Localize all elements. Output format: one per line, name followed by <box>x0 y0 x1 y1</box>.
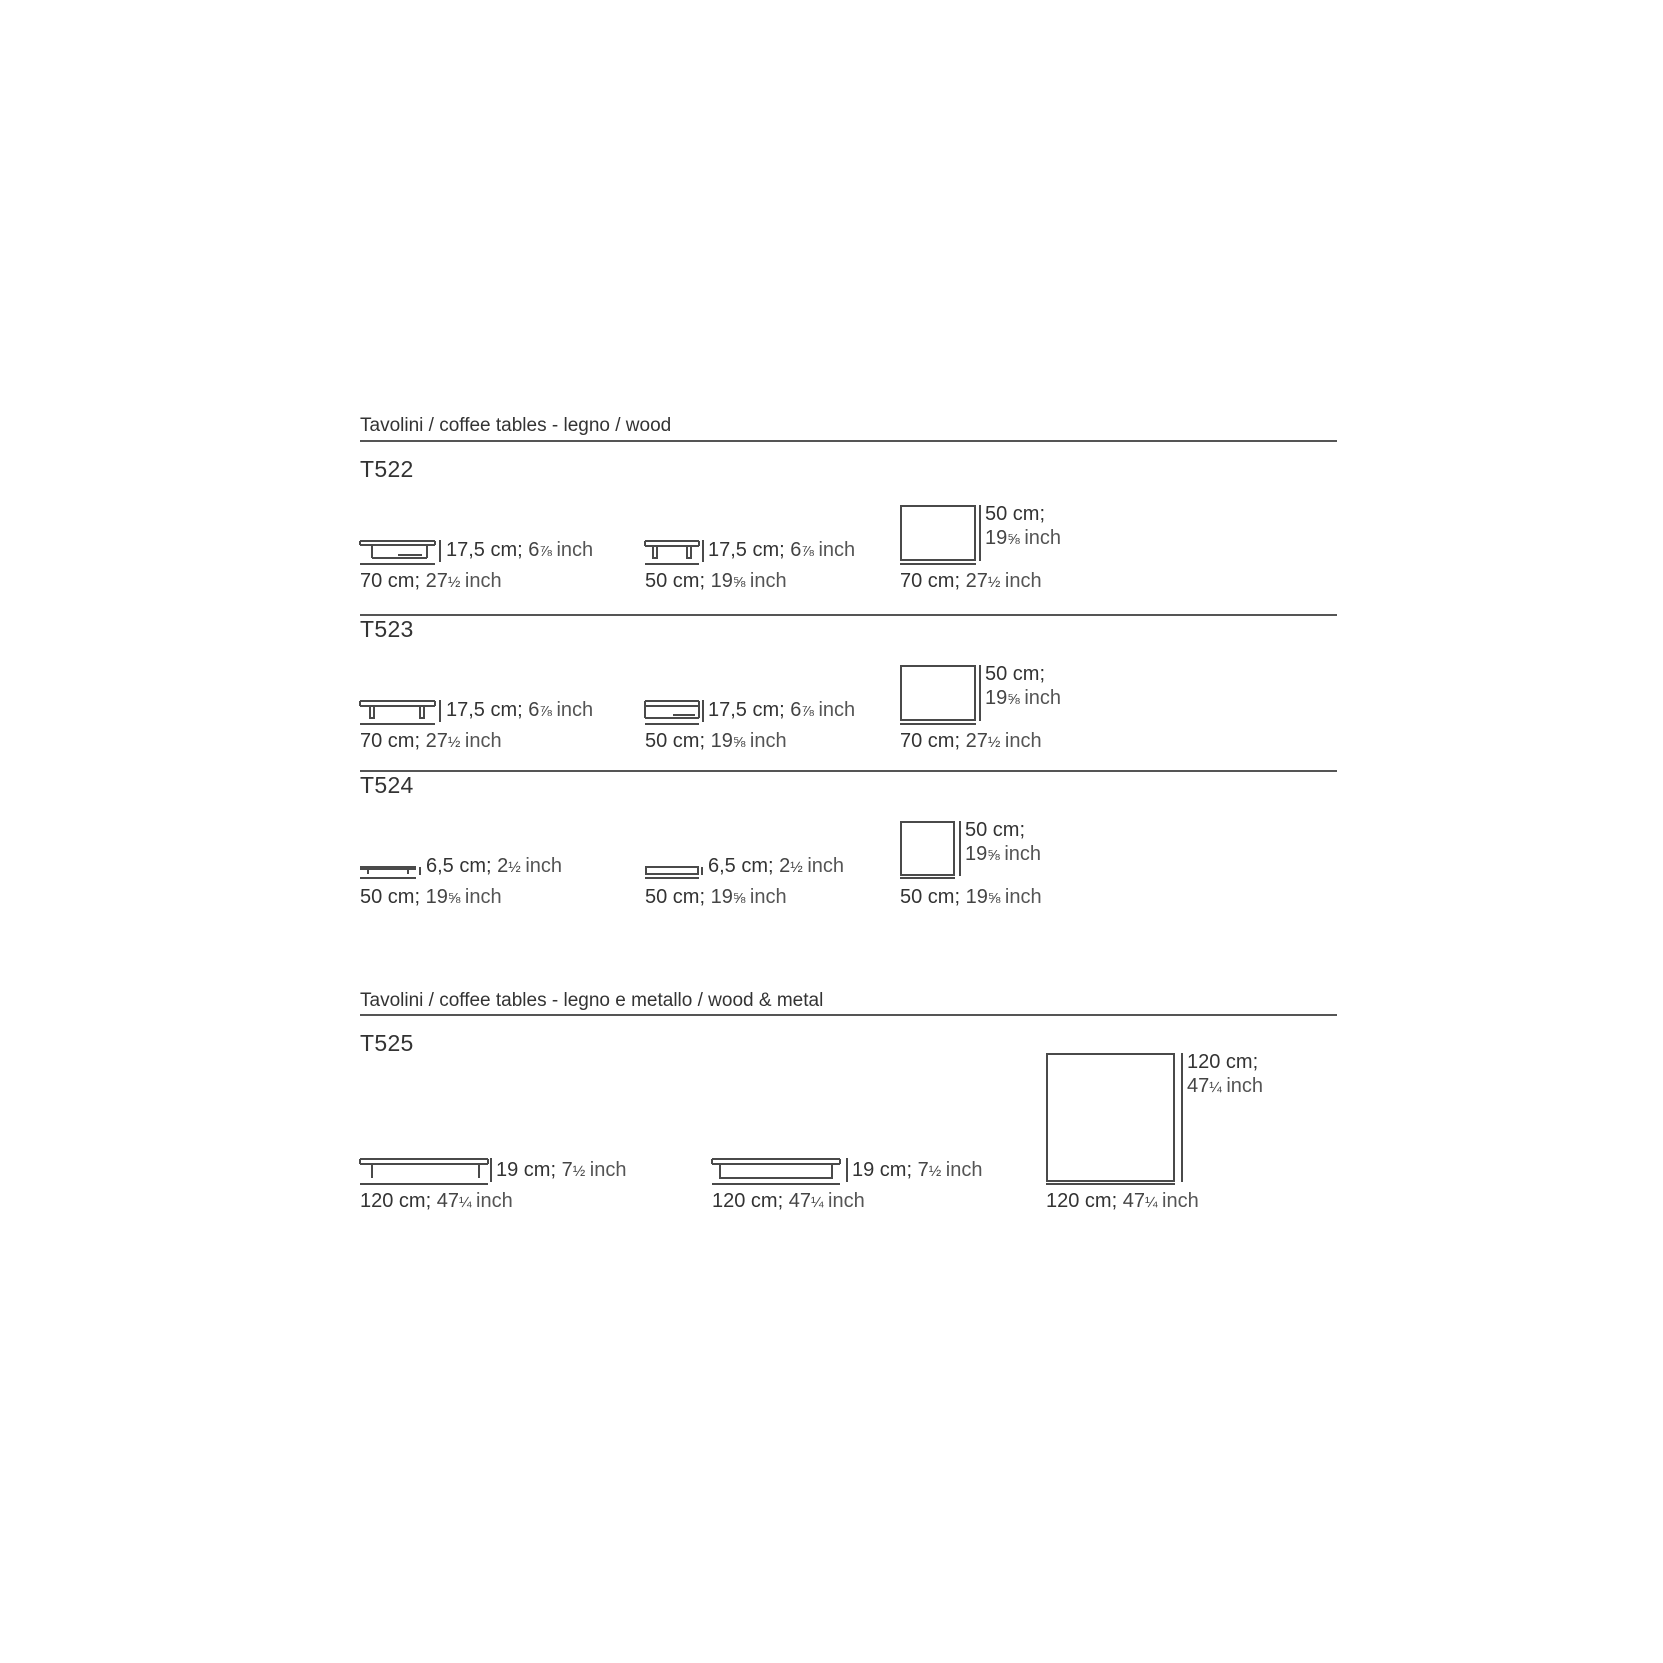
depth-dimension-line <box>959 821 963 876</box>
product-code-t524: T524 <box>360 772 414 798</box>
section-title-wood-metal: Tavolini / coffee tables - legno e metallo / wood & metal <box>360 990 824 1011</box>
height-dimension-line <box>419 867 423 875</box>
depth-dimension-line <box>1181 1053 1185 1182</box>
width-dimension-line <box>900 723 976 727</box>
large-table-front-profile-icon <box>712 1158 840 1182</box>
width-dimension-line <box>360 723 435 727</box>
width-dimension-line <box>645 723 699 727</box>
table-legs-front-profile-icon <box>645 540 699 562</box>
width-label: 120 cm; 47¼ inch <box>360 1190 513 1212</box>
depth-label: 50 cm; 19⅝ inch <box>985 503 1062 549</box>
width-label: 50 cm; 19⅝ inch <box>645 570 787 592</box>
width-label: 120 cm; 47¼ inch <box>1046 1190 1199 1212</box>
width-label: 50 cm; 19⅝ inch <box>360 886 502 908</box>
depth-label: 50 cm; 19⅝ inch <box>965 819 1042 865</box>
height-dimension-line <box>702 700 706 722</box>
depth-dimension-line <box>979 505 983 561</box>
width-dimension-line <box>360 877 416 881</box>
height-dimension-line <box>702 540 706 562</box>
height-dimension-line <box>490 1158 494 1182</box>
height-label: 6,5 cm; 2½ inch <box>708 855 845 877</box>
width-dimension-line <box>900 877 955 881</box>
width-label: 70 cm; 27½ inch <box>360 730 502 752</box>
height-dimension-line <box>439 540 443 562</box>
tray-front-profile-icon <box>645 866 699 876</box>
width-dimension-line <box>645 563 699 567</box>
width-dimension-line <box>1046 1183 1175 1187</box>
product-divider <box>360 770 1337 772</box>
width-label: 50 cm; 19⅝ inch <box>645 730 787 752</box>
tray-side-profile-icon <box>360 864 416 876</box>
product-code-t523: T523 <box>360 616 414 642</box>
width-label: 50 cm; 19⅝ inch <box>645 886 787 908</box>
width-label: 70 cm; 27½ inch <box>900 570 1042 592</box>
width-dimension-line <box>645 877 699 881</box>
depth-dimension-line <box>979 665 983 721</box>
width-dimension-line <box>900 563 976 567</box>
height-label: 17,5 cm; 6⅞ inch <box>708 699 856 721</box>
section-divider <box>360 440 1337 442</box>
height-label: 19 cm; 7½ inch <box>852 1159 983 1181</box>
product-code-t525: T525 <box>360 1030 414 1056</box>
width-dimension-line <box>360 563 435 567</box>
table-top-plan-icon <box>900 665 976 721</box>
table-top-plan-icon <box>900 505 976 561</box>
height-label: 17,5 cm; 6⅞ inch <box>708 539 856 561</box>
depth-label: 50 cm; 19⅝ inch <box>985 663 1062 709</box>
low-table-side-profile-icon <box>360 540 435 562</box>
large-table-side-profile-icon <box>360 1158 488 1182</box>
product-code-t522: T522 <box>360 456 414 482</box>
low-table-side-profile-icon <box>645 700 699 722</box>
height-label: 6,5 cm; 2½ inch <box>426 855 563 877</box>
width-label: 70 cm; 27½ inch <box>360 570 502 592</box>
height-dimension-line <box>846 1158 850 1182</box>
depth-label: 120 cm; 47¼ inch <box>1187 1051 1264 1097</box>
width-label: 70 cm; 27½ inch <box>900 730 1042 752</box>
table-legs-front-profile-icon <box>360 700 435 722</box>
height-label: 17,5 cm; 6⅞ inch <box>446 699 594 721</box>
width-label: 120 cm; 47¼ inch <box>712 1190 865 1212</box>
height-dimension-line <box>439 700 443 722</box>
product-divider <box>360 614 1337 616</box>
section-divider <box>360 1014 1337 1016</box>
section-title-wood: Tavolini / coffee tables - legno / wood <box>360 415 672 436</box>
height-label: 17,5 cm; 6⅞ inch <box>446 539 594 561</box>
width-dimension-line <box>712 1183 840 1187</box>
width-label: 50 cm; 19⅝ inch <box>900 886 1042 908</box>
width-dimension-line <box>360 1183 488 1187</box>
height-label: 19 cm; 7½ inch <box>496 1159 627 1181</box>
tray-top-plan-icon <box>900 821 955 876</box>
large-table-top-plan-icon <box>1046 1053 1175 1182</box>
height-dimension-line <box>701 867 705 875</box>
